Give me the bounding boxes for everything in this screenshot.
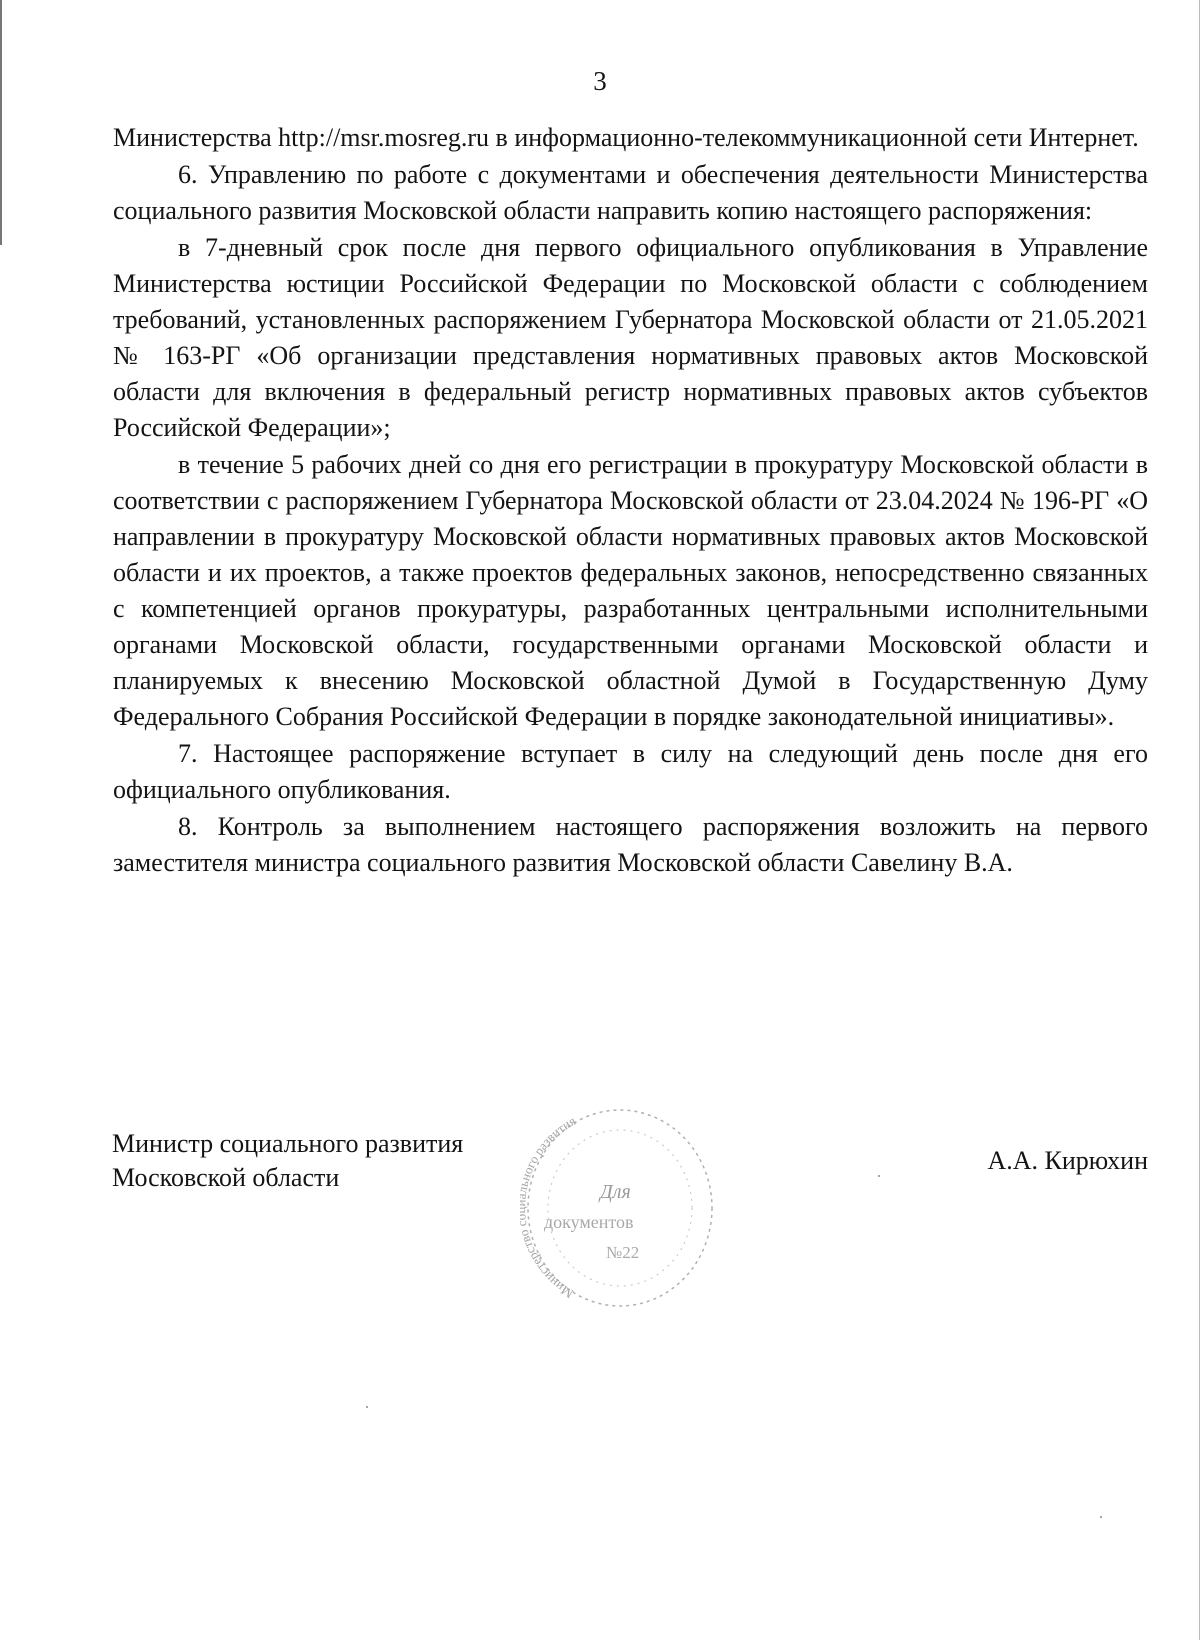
paragraph-item-6: 6. Управлению по работе с документами и обеспечения деятельности Министерства социального развития Московской области направить копию настоящего распоряжения: [113,160,1148,225]
scan-speck [878,1175,880,1177]
scan-speck [366,1406,368,1408]
stamp-center-line3: №22 [606,1243,640,1262]
stamp-graphic [520,1098,720,1338]
page-number: 3 [593,66,607,96]
stamp-ring-text: Министерст ого развития [520,1112,579,1302]
document-body [113,120,1148,881]
scan-speck [1100,1516,1102,1518]
paragraph-subitem-justice: в 7-дневный срок после дня первого официального опубликования в Управление Министерства юстиции Российской Федерации по Московской области с соблюдением требований, установленных распоряжением Губернатора Московской области от 21.05.2021 № 163-РГ «Об организации представления нормативных правовых актов Московской области для включения в федеральный регистр нормативных правовых актов субъектов Российской Федерации»; [113,233,1148,442]
stamp-center-line2: документов [544,1212,634,1232]
left-scan-edge [0,0,2,245]
stamp-center-line1: Для [600,1181,631,1203]
signer-position-line1: Министр социального развития [112,1129,464,1158]
signer-position [112,1127,463,1195]
signer-name: А.А. Кирюхин [987,1146,1148,1175]
paragraph-item-8: 8. Контроль за выполнением настоящего распоряжения возложить на первого заместителя министра социального развития Московской области Савелину В.А. [113,812,1148,877]
paragraph-item-7: 7. Настоящее распоряжение вступает в силу на следующий день после дня его официального опубликования. [113,739,1148,804]
official-stamp [520,1098,720,1338]
signer-position-line2: Московской области [112,1163,340,1192]
paragraph-subitem-prosecutor: в течение 5 рабочих дней со дня его регистрации в прокуратуру Московской области в соответствии с распоряжением Губернатора Московской области от 23.04.2024 № 196-РГ «О направлении в прокуратуру Московской области нормативных правовых актов Московской области и их проектов, а также проектов федеральных законов, непосредственно связанных с компетенцией органов прокуратуры, разработанных центральными исполнительными органами Московской области, государственными органами Московской области и планируемых к внесению Московской областной Думой в Государственную Думу Федерального Собрания Российской Федерации в порядке законодательной инициативы». [113,450,1148,731]
paragraph-continuation: Министерства http://msr.mosreg.ru в информационно-телекоммуникационной сети Интернет. [113,123,1139,152]
